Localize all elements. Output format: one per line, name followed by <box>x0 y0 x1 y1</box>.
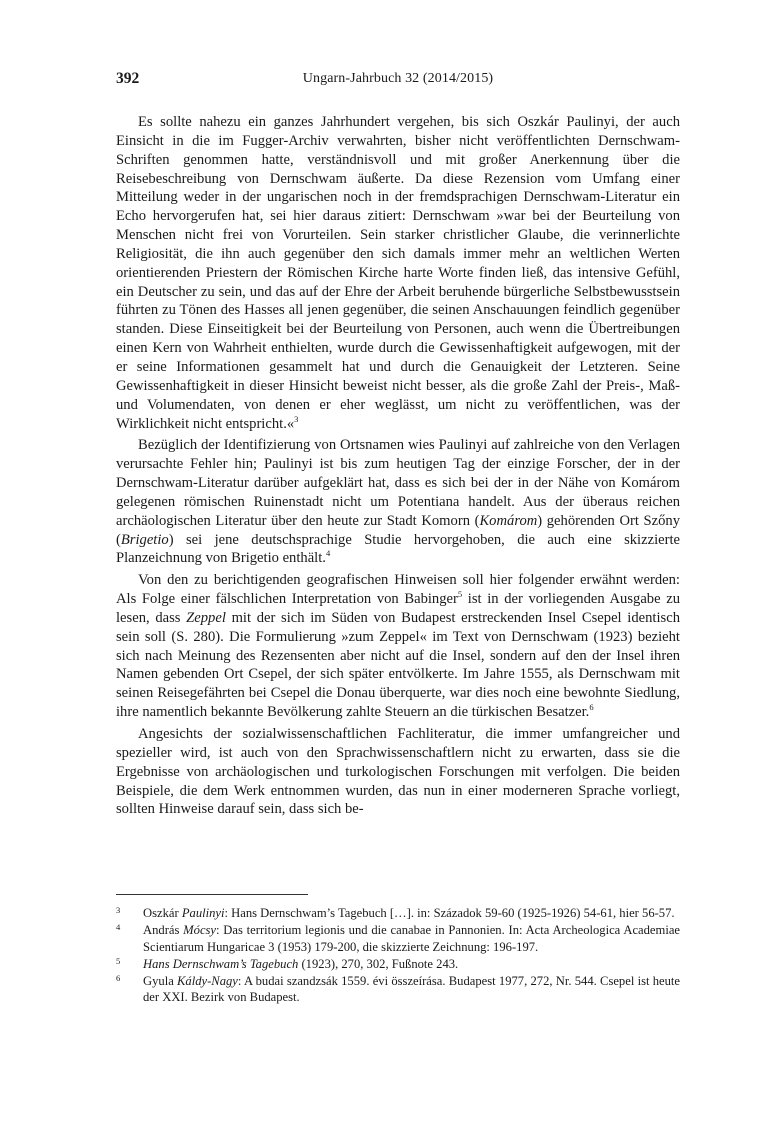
footnote-text: : A budai szandzsák 1559. évi összeírása. Budapest 1977, 272, Nr. 544. Csepel ist heute der XXI. Bezirk von Budapest. <box>143 974 680 1005</box>
footnote-ref: 3 <box>294 413 299 424</box>
footnote-number: 6 <box>116 973 121 984</box>
footnote <box>116 973 680 1006</box>
footnote <box>116 956 680 972</box>
paragraph-text: Von den zu berichtigenden geografischen Hinweisen soll hier folgender erwähnt werden: Als Folge einer fälschlichen Interpretation von Babinger <box>116 572 680 608</box>
footnote <box>116 905 680 921</box>
italic-term: Brigetio <box>120 531 169 548</box>
footnote-number: 5 <box>116 955 121 966</box>
footnote-text: Oszkár <box>143 906 182 920</box>
paragraph-2 <box>116 436 680 568</box>
paragraph-text: ist in der vorliegenden Ausgabe zu lesen, dass <box>116 591 680 626</box>
footnote-separator <box>116 894 308 895</box>
footnote-text: : Das territorium legionis und die canabae in Pannonien. In: Acta Archeologica Academiae Scientiarum Hungaricae 3 (1953) 179-200, die skizzierte Zeichnung: 196-197. <box>143 923 680 954</box>
paragraph-4: Angesichts der sozialwissenschaftlichen Fachliteratur, die immer umfangreicher und spezieller wird, ist auch von den Sprachwissenschaftlern nicht zu erwarten, dass sie die Ergebnisse von archäologischen und turkologischen Forschungen mit verfolgen. Die beiden Beispiele, die dem Werk entnommen wurden, das nun in einer moderneren Sprache vorliegt, sollten Hinweise darauf sein, dass sich be- <box>116 726 680 818</box>
footnote-ref: 4 <box>325 548 331 559</box>
footnote-number: 3 <box>116 905 121 915</box>
author-name: Káldy-Nagy <box>177 974 238 989</box>
italic-term: Komárom <box>479 512 538 529</box>
paragraph-text: Bezüglich der Identifizierung von Ortsnamen wies Paulinyi auf zahlreiche von den Verlagen verursachte Fehler hin; Paulinyi ist bis zum heutigen Tag der einzige Forscher, der in der Dernschwam-Literatur darüber aufgeklärt hat, dass es sich bei der in der Nähe von Komárom gelegenen römischen Ruinenstadt nicht um Potentiana handelt. Aus der überaus reichen archäologischen Literatur über den heute zur Stadt Komorn ( <box>116 437 680 529</box>
author-name: Paulinyi <box>181 906 225 920</box>
paragraph-text: ) gehörenden Ort Szőny ( <box>116 512 680 548</box>
footnote-text: András <box>143 923 184 938</box>
footnote <box>116 922 680 955</box>
page-header <box>116 70 680 92</box>
paragraph-1 <box>116 113 680 433</box>
body-text <box>116 113 680 822</box>
italic-term: Zeppel <box>186 609 226 626</box>
footnote-text: Gyula <box>143 974 178 989</box>
paragraph-text: mit der sich im Süden von Budapest erstreckenden Insel Csepel identisch sein soll (S. 280). Die Formulierung »zum Zeppel« im Text von Dernschwam (1923) bezieht sich nach Meinung des Rezensenten aber nicht auf die Insel, sondern auf den der Insel ihren Namen gebenden Ort Csepel, der sich später entvölkerte. Im Jahre 1555, als Dernschwam mit seinen Reisegefährten bei Csepel die Donau überquerte, war dies noch eine bewohnte Siedlung, ihre namentlich bekannte Bevölkerung zahlte Steuern an die türkischen Besatzer. <box>116 609 680 721</box>
footnote-text: : Hans Dernschwam’s Tagebuch […]. in: Századok 59-60 (1925-1926) 54-61, hier 56-57. <box>224 906 675 920</box>
paragraph-text: ) sei jene deutschsprachige Studie hervorgehoben, die auch eine skizzierte Planzeichnung von Brigetio enthält. <box>116 531 680 567</box>
footnote-ref: 5 <box>457 589 463 600</box>
author-name: Mócsy <box>183 923 217 938</box>
footnote-text: (1923), 270, 302, Fußnote 243. <box>298 956 459 971</box>
footnote-number: 4 <box>116 922 121 933</box>
footnotes <box>116 905 680 1007</box>
page-number: 392 <box>116 70 140 87</box>
paragraph-text: Es sollte nahezu ein ganzes Jahrhundert vergehen, bis sich Oszkár Paulinyi, der auch Einsicht in die im Fugger-Archiv verwahrten, bisher nicht veröffentlichten Dernschwam-Schriften genommen hatte, verständnisvoll und mit großer Anerkennung über die Reisebeschreibung von Dernschwam äußerte. Da diese Rezension vom Umfang einer Mitteilung weder in der ungarischen noch in der fremdsprachigen Dernschwam-Literatur ein Echo hervorgerufen hat, sei hier daraus zitiert: Dernschwam »war bei der Beurteilung von Menschen nicht frei von Vorurteilen. Sein starker christlicher Glaube, die verinnerlichte Religiosität, die ihn auch gegenüber den sich damals immer mehr an weltlichen Werten orientierenden Priestern der Römischen Kirche harte Worte finden ließ, das intensive Gefühl, ein Deutscher zu sein, und das auf der Ehre der Arbeit beruhende bürgerliche Selbstbewusstsein führten zu Tönen des Hasses all jenen gegenüber, die seinen Anschauungen feindlich gegenüber standen. Diese Einseitigkeit bei der Beurteilung von Personen, auch wenn die Übertreibungen einen Kern von Wahrheit enthielten, wurde durch die Gewissenhaftigkeit aufgewogen, mit der er seine Informationen gesammelt hat und durch die Genauigkeit der Letzteren. Seine Gewissenhaftigkeit in dieser Hinsicht beweist nicht besser, als die große Zahl der Preis-, Maß- und Volumendaten, von denen er eher weglässt, um nicht zu veröffentlichen, was der Wirklichkeit nicht entspricht.« <box>116 114 680 432</box>
footnote-ref: 6 <box>589 702 594 713</box>
running-head: Ungarn-Jahrbuch 32 (2014/2015) <box>302 71 494 86</box>
work-title: Hans Dernschwam’s Tagebuch <box>143 956 299 971</box>
paragraph-3 <box>116 571 680 722</box>
